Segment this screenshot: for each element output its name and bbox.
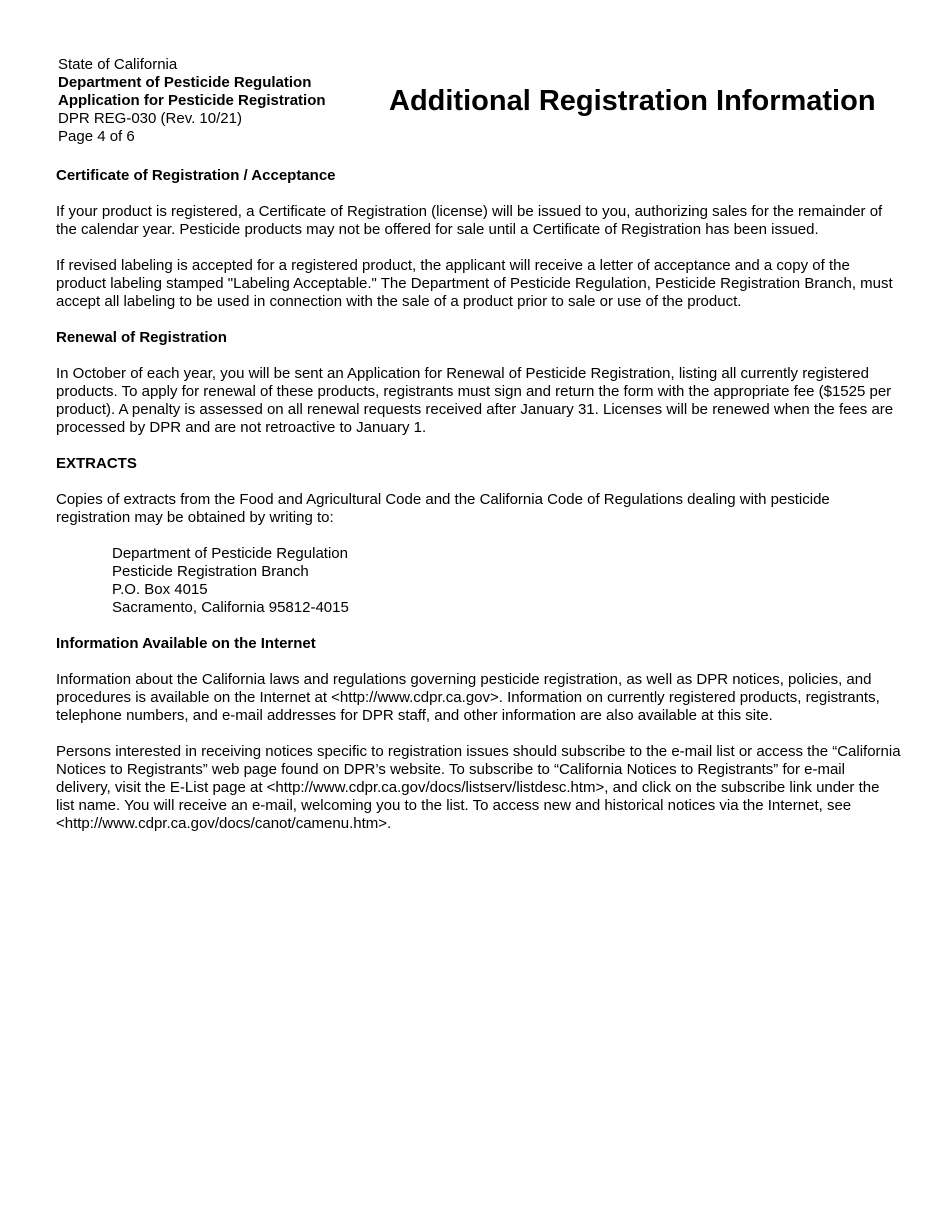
extracts-paragraph: Copies of extracts from the Food and Agricultural Code and the California Code of Regulations dealing with pesticide registration may be obtained by writing to: <box>56 491 830 526</box>
mailing-address <box>112 545 901 617</box>
form-number: DPR REG-030 (Rev. 10/21) <box>58 110 242 127</box>
internet-paragraph-2: Persons interested in receiving notices specific to registration issues should subscribe to the e-mail list or access the “California Notices to Registrants” web page found on DPR’s website. To subscribe to “California Notices to Registrants” for e-mail delivery, visit the E-List page at <http://www.cdpr.ca.gov/docs/listserv/listdesc.htm>, and click on the subscribe link under the list name. You will receive an e-mail, welcoming you to the list. To access new and historical notices via the Internet, see <http://www.cdpr.ca.gov/docs/canot/camenu.htm>. <box>56 743 901 832</box>
state-name: State of California <box>58 56 178 73</box>
certificate-paragraph-2: If revised labeling is accepted for a registered product, the applicant will receive a letter of acceptance and a copy of the product labeling stamped "Labeling Acceptable." The Department of Pesticide Regulation, Pesticide Registration Branch, must accept all labeling to be used in connection with the sale of a product prior to sale or use of the product. <box>56 257 893 310</box>
application-name: Application for Pesticide Registration <box>58 92 326 109</box>
section-heading-extracts: EXTRACTS <box>56 455 137 472</box>
address-line-1: Department of Pesticide Regulation <box>112 545 348 562</box>
section-heading-internet: Information Available on the Internet <box>56 635 316 652</box>
address-line-4: Sacramento, California 95812-4015 <box>112 599 349 616</box>
form-header <box>58 56 358 146</box>
section-heading-renewal: Renewal of Registration <box>56 329 227 346</box>
section-heading-certificate: Certificate of Registration / Acceptance <box>56 167 336 184</box>
document-body <box>56 167 901 851</box>
address-line-3: P.O. Box 4015 <box>112 581 208 598</box>
department-name: Department of Pesticide Regulation <box>58 74 312 91</box>
renewal-paragraph: In October of each year, you will be sent an Application for Renewal of Pesticide Registration, listing all currently registered products. To apply for renewal of these products, registrants must sign and return the form with the appropriate fee ($1525 per product). A penalty is assessed on all renewal requests received after January 31. Licenses will be renewed when the fees are processed by DPR and are not retroactive to January 1. <box>56 365 894 436</box>
page-number: Page 4 of 6 <box>58 128 135 145</box>
address-line-2: Pesticide Registration Branch <box>112 563 309 580</box>
certificate-paragraph-1: If your product is registered, a Certificate of Registration (license) will be issued to you, authorizing sales for the remainder of the calendar year. Pesticide products may not be offered for sale until a Certificate of Registration has been issued. <box>56 203 883 238</box>
page-title: Additional Registration Information <box>389 85 876 117</box>
internet-paragraph-1: Information about the California laws and regulations governing pesticide registration, as well as DPR notices, policies, and procedures is available on the Internet at <http://www.cdpr.ca.gov>. Information on currently registered products, registrants, telephone numbers, and e-mail addresses for DPR staff, and other information are also available at this site. <box>56 671 880 724</box>
